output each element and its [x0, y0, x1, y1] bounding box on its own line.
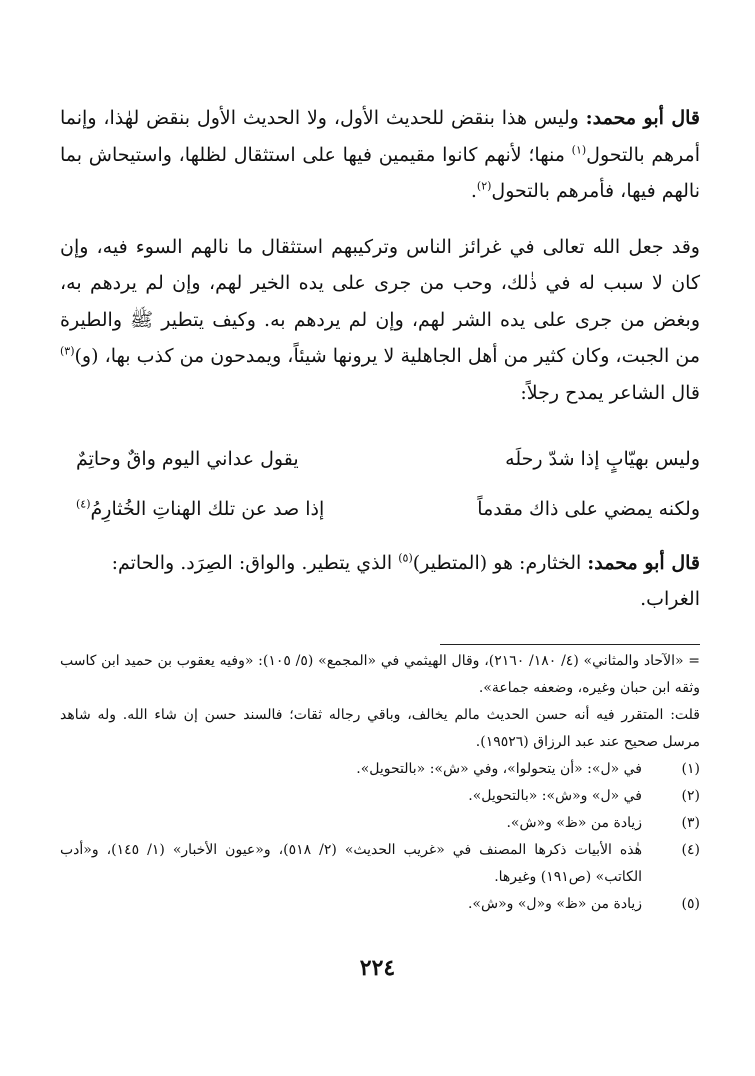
paragraph-3 — [60, 545, 700, 617]
verse-first-hemistich: ولكنه يمضي على ذاك مقدماً — [477, 498, 700, 520]
footnote-ref[interactable]: (٣) — [60, 344, 75, 358]
footnotes — [60, 648, 700, 918]
footnote-text: هٰذه الأبيات ذكرها المصنف في «غريب الحديث» (٢/ ٥١٨)، و«عيون الأخبار» (١/ ١٤٥)، و«أدب الكاتب» (ص١٩١) وغيرها. — [60, 842, 642, 885]
paragraph-text: الذي يتطير. والواق: الصِرَد. والحاتم: الغراب. — [111, 552, 700, 610]
hemistich-text: إذا صد عن تلك الهناتِ الخُثارِمُ — [90, 498, 325, 520]
paragraph-1 — [60, 100, 700, 210]
paragraph-text: وقد جعل الله تعالى في غرائز الناس وتركيبهم استثقال ما نالهم السوء فيه، وإن كان لا سبب له في ذٰلك، وحب من جرى على يده الخير لهم، وإن لم يردهم به، وبغض من جرى على يده الشر لهم، وإن لم يردهم به. وكيف يتطير ﷺ والطيرة من الجبت، وكان كثير من أهل الجاهلية لا يرونها شيئاً، ويمدحون من كذب بها، (و) — [60, 235, 700, 367]
footnote-item — [60, 837, 700, 891]
verse-second-hemistich: يقول عداني اليوم واقٌ وحاتِمٌ — [76, 448, 299, 470]
paragraph-text: وليس هذا بنقض للحديث الأول، ولا الحديث الأول بنقض لهٰذا، وإنما أمرهم بالتحول — [60, 107, 700, 166]
footnote-number: (١) — [681, 761, 700, 777]
footnote-ref[interactable]: (٥) — [398, 551, 413, 565]
paragraph-2 — [60, 229, 700, 412]
paragraph-text: قال الشاعر يمدح رجلاً: — [520, 381, 700, 404]
footnote-item — [60, 756, 700, 783]
punctuation: . — [470, 180, 477, 202]
paragraph-text: منها؛ لأنهم كانوا مقيمين فيها على استثقال لظلها، واستيحاش بما نالهم فيها، فأمرهم بالتحول — [60, 143, 700, 202]
footnote-text: زيادة من «ظ» و«ش». — [506, 815, 642, 831]
verse — [60, 440, 700, 490]
poem — [60, 440, 700, 540]
footnote-ref[interactable]: (٢) — [476, 179, 492, 193]
footnote-ref[interactable]: (١) — [571, 143, 587, 157]
footnote-number: (٤) — [681, 842, 700, 858]
paragraph-gap — [60, 210, 700, 229]
footnote-remark: قلت: المتقرر فيه أنه حسن الحديث مالم يخالف، وباقي رجاله ثقات؛ فالسند حسن إن شاء الله. وله شاهد مرسل صحيح عند عبد الرزاق (١٩٥٢٦). — [60, 707, 700, 750]
footnote-number: (٢) — [681, 788, 700, 804]
speaker-lead: قال أبو محمد: — [587, 552, 700, 574]
footnote-ref[interactable]: (٤) — [76, 497, 91, 511]
page-number: ٢٢٤ — [359, 955, 396, 981]
verse-first-hemistich: وليس بهيّابٍ إذا شدّ رحلَه — [505, 448, 700, 470]
footnote-continuation: = «الآحاد والمثاني» (٤/ ١٨٠/ ٢١٦٠)، وقال الهيثمي في «المجمع» (٥/ ١٠٥): «وفيه يعقوب بن حميد ابن كاسب وثقه ابن حبان وغيره، وضعفه جماعة». — [60, 653, 701, 696]
main-text — [60, 100, 700, 411]
footnote-text: في «ل» و«ش»: «بالتحويل». — [468, 788, 642, 804]
footnote-text: زيادة من «ظ» و«ل» و«ش». — [467, 896, 642, 912]
footnote-item — [60, 891, 700, 918]
verse-second-hemistich — [76, 498, 324, 520]
speaker-lead: قال أبو محمد: — [585, 107, 700, 129]
footnote-text: في «ل»: «أن يتحولوا»، وفي «ش»: «بالتحويل». — [356, 761, 642, 777]
footnote-item — [60, 810, 700, 837]
paragraph-text: الخثارم: هو (المتطير) — [412, 552, 588, 574]
footnote-separator — [440, 644, 700, 645]
footnote-number: (٣) — [681, 815, 700, 831]
footnote-item — [60, 783, 700, 810]
footnote-number: (٥) — [681, 896, 700, 912]
verse — [60, 490, 700, 540]
